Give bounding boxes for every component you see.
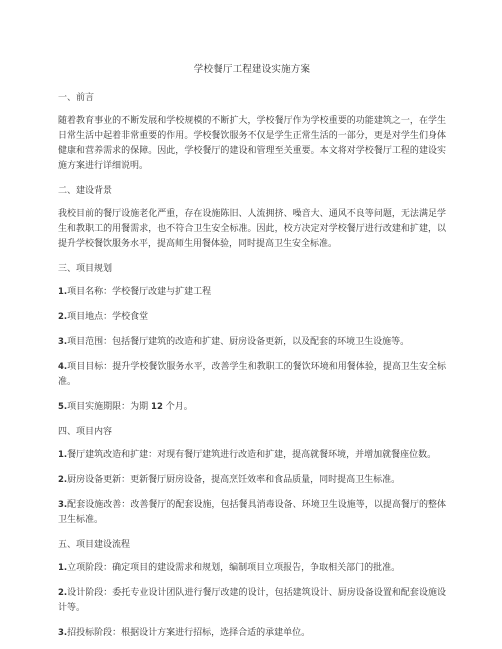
list-item: [58, 626, 446, 641]
section-heading-preface: 一、前言: [58, 93, 95, 103]
section-paragraph-background: 我校目前的餐厅设施老化严重，存在设施陈旧、人流拥挤、噪音大、通风不良等问题，无法满足学生和教职工的用餐需求，也不符合卫生安全标准。因此，校方决定对学校餐厅进行改建和扩建，以提升学校餐饮服务水平，提高师生用餐体验，同时提高卫生安全标准。: [58, 209, 446, 249]
section-heading-background: 二、建设背景: [58, 186, 113, 196]
list-item-text: 招投标阶段：根据设计方案进行招标，选择合适的承建单位。: [67, 628, 311, 638]
list-item: [58, 586, 446, 616]
list-item-text: 项目地点：学校食堂: [67, 312, 149, 322]
list-item-number: 3.: [58, 628, 68, 638]
list-item-number: 1.: [58, 450, 68, 460]
list-item-text: 个月。: [162, 402, 193, 412]
list-item-number: 2.: [58, 312, 68, 322]
list-item-number: 2.: [58, 588, 68, 598]
list-item-number: 2.: [58, 475, 68, 485]
document-title: 学校餐厅工程建设实施方案: [193, 64, 311, 75]
section-heading-content: 四、项目内容: [58, 427, 113, 437]
list-item: [58, 360, 446, 390]
list-item: [58, 310, 446, 325]
list-item-text: 项目目标：提升学校餐饮服务水平，改善学生和教职工的餐饮环境和用餐体验，提高卫生安全标准。: [58, 362, 446, 387]
list-item-text: 项目名称：学校餐厅改建与扩建工程: [67, 287, 212, 297]
list-item-number: 3.: [58, 500, 68, 510]
section-paragraph-preface: 随着教育事业的不断发展和学校规模的不断扩大，学校餐厅作为学校重要的功能建筑之一，在学生日常生活中起着非常重要的作用。学校餐饮服务不仅是学生正常生活的一部分，更是对学生们身体健康和营养需求的保障。因此，学校餐厅的建设和管理至关重要。本文将对学校餐厅工程的建设实施方案进行详细说明。: [58, 116, 446, 171]
list-item: [58, 335, 446, 350]
list-item-text: 配套设施改善：改善餐厅的配套设施，包括餐具消毒设备、环境卫生设施等，以提高餐厅的整体卫生标准。: [58, 500, 446, 525]
list-item-text: 厨房设备更新：更新餐厅厨房设备，提高烹饪效率和食品质量，同时提高卫生标准。: [67, 475, 401, 485]
list-item-text: 立项阶段：确定项目的建设需求和规划，编制项目立项报告，争取相关部门的批准。: [67, 563, 401, 573]
list-item-text: 餐厅建筑改造和扩建：对现有餐厅建筑进行改造和扩建，提高就餐环境，并增加就餐座位数。: [67, 450, 437, 460]
list-item-text: 项目实施期限：为期: [67, 402, 152, 412]
list-item: [58, 400, 446, 415]
list-item-number: 3.: [58, 337, 68, 347]
list-item-text: 设计阶段：委托专业设计团队进行餐厅改建的设计，包括建筑设计、厨房设备设置和配套设施设计等。: [58, 588, 446, 613]
list-item-number: 1.: [58, 287, 68, 297]
list-item-number: 4.: [58, 362, 68, 372]
duration-value: 12: [151, 402, 163, 412]
section-heading-process: 五、项目建设流程: [58, 540, 131, 550]
list-item: [58, 498, 446, 528]
list-item: [58, 473, 446, 488]
list-item-number: 1.: [58, 563, 68, 573]
list-item: [58, 448, 446, 463]
section-heading-planning: 三、项目规划: [58, 264, 113, 274]
list-item-text: 项目范围：包括餐厅建筑的改造和扩建、厨房设备更新，以及配套的环境卫生设施等。: [67, 337, 410, 347]
list-item: [58, 561, 446, 576]
list-item-number: 5.: [58, 402, 68, 412]
list-item: [58, 285, 446, 300]
